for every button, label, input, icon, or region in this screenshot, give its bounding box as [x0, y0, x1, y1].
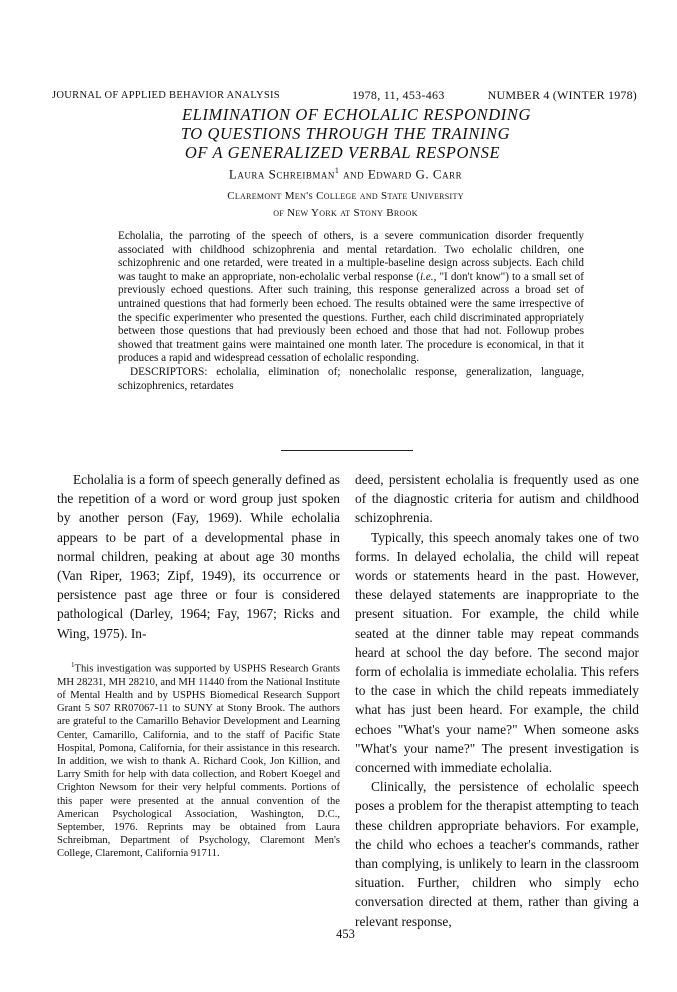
- title-line-2: TO QUESTIONS THROUGH THE TRAINING: [180, 124, 511, 143]
- journal-name: JOURNAL OF APPLIED BEHAVIOR ANALYSIS: [52, 90, 280, 101]
- author-conjunction: and: [343, 166, 365, 182]
- intro-paragraph: Echolalia is a form of speech generally defined as the repetition of a word or word group just spoken by another person (Fay, 1969). While echolalia appears to be part of a developmental phase in normal children, peaking at about age 30 months (Van Riper, 1963; Zipf, 1949), its occurrence or persistence past age three or four is considered pathological (Darley, 1964; Fay, 1967; Ricks and Wing, 1975). In-: [57, 472, 340, 641]
- descriptors: DESCRIPTORS: echolalia, elimination of; nonecholalic response, generalization, language, schizophrenics, retardates: [118, 365, 584, 392]
- abstract: [118, 230, 584, 393]
- right-paragraph-2: Typically, this speech anomaly takes one of two forms. In delayed echolalia, the child will repeat words or statements heard in the past. However, these delayed statements are inappropriate to the present situation. For example, the child while seated at the dinner table may repeat commands heard at school the day before. The second major form of echolalia is immediate echolalia. This refers to the case in which the child repeats immediately what has just been heard. For example, the child echoes "What's your name?" When someone asks "What's your name?" The present investigation is concerned with immediate echolalia.: [355, 529, 639, 776]
- left-column: [57, 470, 340, 643]
- abstract-italic: i.e.,: [419, 270, 437, 283]
- affiliation-line-2: of New York at Stony Brook: [273, 207, 418, 219]
- footnote-marker: 1: [71, 661, 75, 669]
- affiliation: [0, 188, 677, 222]
- footnote-text: [57, 659, 340, 861]
- abstract-text-part-2: "I don't know") to a small set of previously echoed questions. After such training, this response generalized across a broad set of untrained questions that had formerly been echoed. The results obtained were the same irrespective of the specific experimenter who presented the questions. Further, each child discriminated appropriately between those questions that had previously been echoed and those that had not. Followup probes showed that treatment gains were maintained one month later. The procedure is economical, in that it produces a rapid and widespread cessation of echolalic responding.: [118, 270, 584, 365]
- section-divider: [281, 450, 413, 451]
- right-paragraph-1: deed, persistent echolalia is frequently used as one of the diagnostic criteria for autism and childhood schizophrenia.: [355, 472, 639, 526]
- abstract-text: [118, 230, 584, 366]
- author-1: Laura Schreibman: [228, 166, 335, 182]
- running-head: [52, 88, 637, 104]
- footnote-body: This investigation was supported by USPHS Research Grants MH 28231, MH 28210, and MH 11440 from the National Institute of Mental Health and by USPHS Biomedical Research Support Grant 5 S07 RR07067-11 to SUNY at Stony Brook. The authors are grateful to the Camarillo Behavior Development and Learning Center, Camarillo, California, and to the staff of Pacific State Hospital, Pomona, California, for their assistance in this research. In addition, we wish to thank A. Richard Cook, Jon Killion, and Larry Smith for help with data collection, and Robert Koegel and Crighton Newsom for their very helpful comments. Portions of this paper were presented at the annual convention of the American Psychological Association, Washington, D.C., September, 1976. Reprints may be obtained from Laura Schreibman, Department of Psychology, Claremont Men's College, Claremont, California 91711.: [57, 663, 340, 860]
- footnote: [57, 659, 340, 861]
- right-column: [355, 470, 639, 931]
- author-footnote-marker: 1: [334, 166, 340, 175]
- issue-number: NUMBER 4 (WINTER 1978): [487, 88, 637, 102]
- author-line: [0, 166, 677, 182]
- page-number: 453: [336, 927, 355, 941]
- affiliation-line-1: Claremont Men's College and State University: [227, 190, 464, 202]
- article-title: [0, 105, 677, 162]
- title-line-1: ELIMINATION OF ECHOLALIC RESPONDING: [181, 105, 531, 124]
- abstract-text-part-1: Echolalia, the parroting of the speech of others, is a severe communication disorder frequently associated with childhood schizophrenia and mental retardation. Two echolalic children, one schizophrenic and one retarded, were treated in a multiple-baseline design across subjects. Each child was taught to make an appropriate, non-echolalic verbal response (: [118, 230, 584, 283]
- volume-info: 1978, 11, 453-463: [352, 88, 445, 102]
- title-line-3: OF A GENERALIZED VERBAL RESPONSE: [184, 143, 501, 162]
- author-2: Edward G. Carr: [367, 166, 463, 182]
- right-paragraph-3: Clinically, the persistence of echolalic speech poses a problem for the therapist attempting to teach these children appropriate behaviors. For example, the child who echoes a teacher's commands, rather than complying, is unlikely to learn in the classroom situation. Further, children who simply echo conversation directed at them, rather than giving a relevant response,: [355, 779, 639, 929]
